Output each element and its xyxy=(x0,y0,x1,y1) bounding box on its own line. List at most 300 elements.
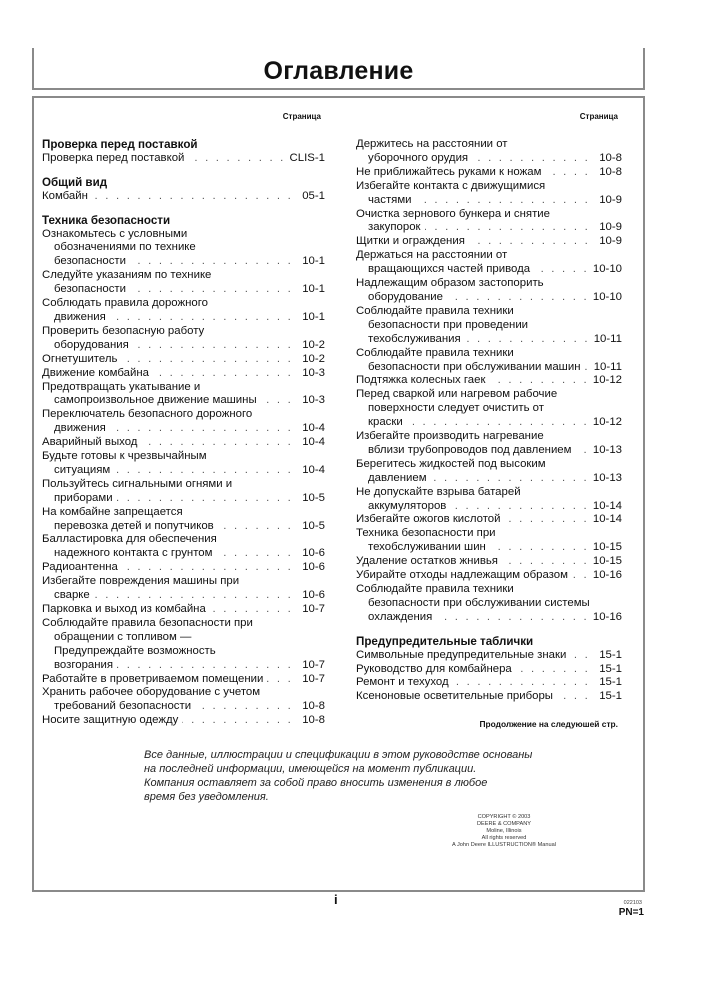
entry-text: аккумуляторов xyxy=(368,499,447,512)
dot-leader xyxy=(425,221,590,235)
entry-row xyxy=(42,255,325,269)
entry-text: техобслуживании шин xyxy=(368,541,486,554)
entry-text: Движение комбайна xyxy=(42,366,149,379)
entry-page: 15-1 xyxy=(599,662,622,675)
entry-page: 10-2 xyxy=(302,338,325,351)
toc-entry[interactable] xyxy=(42,367,325,381)
entry-text: Комбайн xyxy=(42,189,88,202)
entry-row xyxy=(42,478,325,492)
entry-text: Радиоантенна xyxy=(42,561,118,574)
entry-page: 10-11 xyxy=(593,332,622,345)
dot-leader xyxy=(195,700,293,714)
entry-row xyxy=(356,649,622,663)
entry-page: 10-9 xyxy=(599,193,622,206)
entry-page: 10-15 xyxy=(592,555,622,568)
entry-page: 10-9 xyxy=(599,221,622,234)
entry-row xyxy=(356,611,622,625)
entry-text: Избегайте повреждения машины при xyxy=(42,575,240,588)
toc-entry[interactable] xyxy=(356,649,622,663)
entry-row xyxy=(356,347,622,361)
entry-text: Очистка зернового бункера и снятие xyxy=(356,207,550,220)
entry-row xyxy=(42,283,325,297)
entry-text: Удаление остатков жнивья xyxy=(356,555,498,568)
toc-entry[interactable] xyxy=(356,374,622,388)
entry-page: 10-4 xyxy=(302,436,325,449)
entry-row xyxy=(42,339,325,353)
entry-page: 10-8 xyxy=(302,700,325,713)
dot-leader xyxy=(121,353,293,367)
toc-entry[interactable] xyxy=(42,436,325,450)
entry-text: обозначениями по технике xyxy=(54,241,196,254)
toc-entry[interactable] xyxy=(356,235,622,249)
entry-page: 15-1 xyxy=(599,648,622,661)
entry-row xyxy=(42,617,325,631)
entry-page: 15-1 xyxy=(599,676,622,689)
entry-page: 10-8 xyxy=(599,151,622,164)
entry-row xyxy=(356,319,622,333)
entry-page: 10-2 xyxy=(302,352,325,365)
entry-row xyxy=(42,506,325,520)
entry-text: Соблюдайте правила техники xyxy=(356,583,514,595)
entry-page: 10-16 xyxy=(592,610,622,623)
toc-entry[interactable] xyxy=(42,533,325,561)
toc-entry[interactable] xyxy=(356,676,622,690)
entry-row xyxy=(356,583,622,597)
entry-text: Аварийный выход xyxy=(42,436,138,449)
entry-page: 10-7 xyxy=(302,658,325,671)
entry-row xyxy=(356,180,622,194)
toc-entry[interactable] xyxy=(42,450,325,478)
title-box xyxy=(32,48,645,90)
toc-entry[interactable] xyxy=(42,269,325,297)
copyright-line: COPYRIGHT © 2003 xyxy=(477,814,531,820)
copyright-line: A John Deere ILLUSTRUCTION® Manual xyxy=(452,842,556,848)
dot-leader xyxy=(465,333,590,347)
copyright-line: All rights reserved xyxy=(481,835,527,841)
copyright-line: DEERE & COMPANY xyxy=(477,821,531,827)
entry-row xyxy=(42,297,325,311)
entry-row xyxy=(42,422,325,436)
entry-row xyxy=(356,416,622,430)
entry-row xyxy=(356,690,622,704)
contents-box xyxy=(32,96,645,892)
entry-text: Не допускайте взрыва батарей xyxy=(356,485,521,498)
entry-page: 05-1 xyxy=(302,189,325,202)
toc-entry[interactable] xyxy=(356,513,622,527)
entry-text: Щитки и ограждения xyxy=(356,235,465,248)
entry-text: Соблюдайте правила безопасности при xyxy=(42,616,253,629)
entry-row xyxy=(42,533,325,547)
toc-entry[interactable] xyxy=(356,690,622,704)
toc-entry[interactable] xyxy=(42,325,325,353)
entry-row xyxy=(356,430,622,444)
entry-text: Соблюдать правила дорожного xyxy=(42,297,208,310)
toc-entry[interactable] xyxy=(356,583,622,625)
dot-leader xyxy=(261,394,293,408)
entry-text: Избегайте ожогов кислотой xyxy=(356,513,501,526)
entry-page: 10-3 xyxy=(302,394,325,407)
dot-leader xyxy=(447,291,589,305)
entry-text: Пользуйтесь сигнальными огнями и xyxy=(42,477,233,490)
toc-entry[interactable] xyxy=(356,486,622,514)
toc-entry[interactable] xyxy=(356,249,622,277)
entry-text: Предотвращать укатывание и xyxy=(42,380,201,393)
entry-row xyxy=(42,589,325,603)
entry-text: вращающихся частей привода xyxy=(368,263,531,276)
entry-page: 10-7 xyxy=(302,672,325,685)
dot-leader xyxy=(122,561,293,575)
entry-row xyxy=(356,208,622,222)
entry-page: 10-15 xyxy=(592,541,622,554)
entry-row xyxy=(356,513,622,527)
toc-entry[interactable] xyxy=(42,575,325,603)
entry-text: поверхности следует очистить от xyxy=(368,402,544,415)
entry-row xyxy=(356,166,622,180)
page-column-label: Страница xyxy=(282,112,321,121)
entry-page: 10-5 xyxy=(302,519,325,532)
entry-text: движения xyxy=(54,422,106,435)
disclaimer-line: на последней информации, имеющейся на момент публикации. xyxy=(144,763,477,775)
entry-text: Соблюдайте правила техники xyxy=(356,304,514,317)
dot-leader xyxy=(516,663,590,677)
entry-row xyxy=(42,190,325,204)
dot-leader xyxy=(218,520,293,534)
toc-entry[interactable] xyxy=(42,506,325,534)
entry-row xyxy=(356,277,622,291)
entry-row xyxy=(356,194,622,208)
entry-page: 10-13 xyxy=(592,443,622,456)
dot-leader xyxy=(141,436,293,450)
entry-row xyxy=(42,603,325,617)
entry-row xyxy=(356,555,622,569)
entry-text: Хранить рабочее оборудование с учетом xyxy=(42,686,261,699)
entry-text: Перед сваркой или нагревом рабочие xyxy=(356,388,558,401)
entry-row xyxy=(42,659,325,673)
dot-leader xyxy=(534,263,589,277)
disclaimer-line: Компания оставляет за собой право вносить изменения в любое xyxy=(144,777,488,789)
toc-entry[interactable] xyxy=(356,208,622,236)
entry-page: 10-16 xyxy=(592,569,622,582)
entry-row xyxy=(356,138,622,152)
entry-text: Символьные предупредительные знаки xyxy=(356,648,567,661)
entry-page: 10-12 xyxy=(592,416,622,429)
copyright-notice xyxy=(429,814,579,849)
left-column xyxy=(42,110,325,728)
entry-text: Работайте в проветриваемом помещении xyxy=(42,672,264,685)
entry-row xyxy=(356,402,622,416)
entry-text: Убирайте отходы надлежащим образом xyxy=(356,569,568,582)
entry-page: 10-10 xyxy=(592,263,622,276)
entry-row xyxy=(356,305,622,319)
entry-row xyxy=(356,444,622,458)
toc-entry[interactable] xyxy=(356,277,622,305)
entry-row xyxy=(356,152,622,166)
entry-text: Соблюдайте правила техники xyxy=(356,346,514,359)
entry-text: сварке xyxy=(54,589,90,602)
dot-leader xyxy=(450,500,588,514)
dot-leader xyxy=(216,547,293,561)
entry-page: 10-6 xyxy=(302,547,325,560)
toc-entry[interactable] xyxy=(356,180,622,208)
entry-row xyxy=(42,547,325,561)
entry-row xyxy=(42,450,325,464)
entry-text: частями xyxy=(368,193,412,206)
toc-entry[interactable] xyxy=(42,408,325,436)
dot-leader xyxy=(416,194,590,208)
entry-text: Держитесь на расстоянии от xyxy=(356,138,508,150)
entry-row xyxy=(356,472,622,486)
entry-page: 10-5 xyxy=(302,491,325,504)
entry-row xyxy=(356,388,622,402)
dot-leader xyxy=(472,152,590,166)
entry-row xyxy=(356,569,622,583)
dot-leader xyxy=(436,611,589,625)
entry-row xyxy=(356,249,622,263)
entry-text: охлаждения xyxy=(368,610,433,623)
entry-text: ситуациям xyxy=(54,463,111,476)
dot-leader xyxy=(133,339,293,353)
entry-page: CLIS-1 xyxy=(289,151,325,164)
disclaimer xyxy=(144,748,564,804)
entry-text: На комбайне запрещается xyxy=(42,505,183,518)
dot-leader xyxy=(188,152,285,166)
dot-leader xyxy=(545,166,590,180)
entry-row xyxy=(42,353,325,367)
entry-row xyxy=(42,269,325,283)
disclaimer-line: время без уведомления. xyxy=(144,791,269,803)
toc-entry[interactable] xyxy=(42,561,325,575)
toc-entry[interactable] xyxy=(42,353,325,367)
entry-page: 10-7 xyxy=(302,603,325,615)
section-title: Общий вид xyxy=(42,175,108,189)
toc-entry[interactable] xyxy=(356,388,622,430)
entry-page: 10-11 xyxy=(593,360,622,373)
entry-row xyxy=(356,374,622,388)
entry-row xyxy=(42,325,325,339)
entry-page: 10-14 xyxy=(592,513,622,526)
entry-text: Техника безопасности при xyxy=(356,527,496,540)
entry-page: 10-10 xyxy=(592,290,622,303)
dot-leader xyxy=(572,569,589,583)
entry-text: Подтяжка колесных гаек xyxy=(356,374,486,387)
entry-row xyxy=(356,221,622,235)
entry-text: Ксеноновые осветительные приборы xyxy=(356,690,553,703)
entry-text: приборами xyxy=(54,491,113,504)
right-column xyxy=(356,110,622,732)
entry-page: 10-6 xyxy=(302,589,325,602)
entry-text: Избегайте производить нагревание xyxy=(356,430,544,443)
entry-text: вблизи трубопроводов под давлением xyxy=(368,443,572,456)
dot-leader xyxy=(557,690,590,704)
entry-text: давлением xyxy=(368,471,427,484)
page-title: Оглавление xyxy=(263,57,414,85)
entry-text: перевозка детей и попутчиков xyxy=(54,519,214,532)
dot-leader xyxy=(584,361,589,375)
entry-text: Проверка перед поставкой xyxy=(42,151,185,164)
toc-entry[interactable] xyxy=(42,297,325,325)
entry-row xyxy=(356,676,622,690)
entry-text: Носите защитную одежду xyxy=(42,714,179,727)
section-title: Предупредительные таблички xyxy=(356,634,534,648)
toc-entry[interactable] xyxy=(42,228,325,270)
entry-row xyxy=(42,394,325,408)
entry-row xyxy=(356,333,622,347)
dot-leader xyxy=(130,283,293,297)
entry-row xyxy=(356,663,622,677)
toc-entry[interactable] xyxy=(42,617,325,673)
entry-text: краски xyxy=(368,416,403,429)
dot-leader xyxy=(267,673,293,687)
toc-entry[interactable] xyxy=(356,458,622,486)
entry-page: 10-4 xyxy=(302,463,325,476)
entry-page: 10-14 xyxy=(592,499,622,512)
toc-entry[interactable] xyxy=(42,152,325,166)
entry-row xyxy=(356,541,622,555)
entry-row xyxy=(42,436,325,450)
entry-text: безопасности xyxy=(54,255,127,268)
page-number: i xyxy=(334,892,338,907)
entry-text: Не приближайтесь руками к ножам xyxy=(356,165,542,178)
toc-entry[interactable] xyxy=(356,569,622,583)
dot-leader xyxy=(431,472,589,486)
entry-row xyxy=(42,464,325,478)
entry-row xyxy=(42,241,325,255)
dot-leader xyxy=(110,422,293,436)
toc-entry[interactable] xyxy=(42,381,325,409)
entry-page: 10-4 xyxy=(302,422,325,435)
entry-text: Огнетушитель xyxy=(42,352,118,365)
toc-entry[interactable] xyxy=(42,673,325,687)
entry-text: Балластировка для обеспечения xyxy=(42,533,217,546)
entry-row xyxy=(42,408,325,422)
entry-page: 10-8 xyxy=(599,165,622,178)
entry-row xyxy=(42,561,325,575)
dot-leader xyxy=(489,374,588,388)
entry-row xyxy=(42,686,325,700)
entry-text: оборудования xyxy=(54,338,129,351)
entry-page: 10-8 xyxy=(302,714,325,727)
dot-leader xyxy=(210,603,293,617)
entry-row xyxy=(356,361,622,375)
entry-row xyxy=(356,527,622,541)
toc-entry[interactable] xyxy=(356,527,622,555)
toc-entry[interactable] xyxy=(356,138,622,166)
dot-leader xyxy=(505,513,589,527)
entry-text: Переключатель безопасного дорожного xyxy=(42,408,253,421)
entry-text: Следуйте указаниям по технике xyxy=(42,269,212,282)
entry-row xyxy=(42,631,325,645)
entry-row xyxy=(356,291,622,305)
entry-row xyxy=(42,152,325,166)
toc-entry[interactable] xyxy=(42,603,325,617)
sections xyxy=(42,138,325,728)
disclaimer-line: Все данные, иллюстрации и спецификации в этом руководстве основаны xyxy=(144,749,533,761)
entry-text: Будьте готовы к чрезвычайным xyxy=(42,450,207,463)
toc-entry[interactable] xyxy=(356,305,622,347)
pn-label: PN=1 xyxy=(618,907,644,918)
toc-entry[interactable] xyxy=(356,166,622,180)
entry-text: самопроизвольное движение машины xyxy=(54,394,257,407)
entry-row xyxy=(42,228,325,242)
dot-leader xyxy=(469,235,590,249)
entry-row xyxy=(42,367,325,381)
entry-page: 10-6 xyxy=(302,561,325,574)
entry-row xyxy=(42,381,325,395)
entry-page: 10-12 xyxy=(592,374,622,387)
dot-leader xyxy=(94,589,293,603)
entry-text: надежного контакта с грунтом xyxy=(54,547,213,560)
entry-text: безопасности при обслуживании системы xyxy=(368,596,590,609)
entry-text: Берегитесь жидкостей под высоким xyxy=(356,457,546,470)
toc-entry[interactable] xyxy=(356,663,622,677)
entry-row xyxy=(42,492,325,506)
entry-text: Надлежащим образом застопорить xyxy=(356,277,544,290)
toc-entry[interactable] xyxy=(356,347,622,375)
entry-text: движения xyxy=(54,310,106,323)
dot-leader xyxy=(502,555,589,569)
toc-entry[interactable] xyxy=(42,686,325,714)
dot-leader xyxy=(490,541,589,555)
entry-page: 10-1 xyxy=(302,283,325,296)
toc-entry[interactable] xyxy=(356,430,622,458)
entry-text: оборудование xyxy=(368,290,443,303)
entry-row xyxy=(356,486,622,500)
entry-text: Руководство для комбайнера xyxy=(356,662,512,675)
entry-text: возгорания xyxy=(54,658,114,671)
entry-page: 10-13 xyxy=(592,471,622,484)
dot-leader xyxy=(153,367,293,381)
entry-row xyxy=(42,645,325,659)
entry-row xyxy=(42,575,325,589)
entry-text: Проверить безопасную работу xyxy=(42,324,205,337)
toc-entry[interactable] xyxy=(42,190,325,204)
sections xyxy=(356,138,622,704)
entry-row xyxy=(42,673,325,687)
entry-text: Предупреждайте возможность xyxy=(54,644,216,657)
entry-row xyxy=(42,714,325,728)
doc-code: 022103 xyxy=(623,900,642,906)
entry-text: Ремонт и техуход xyxy=(356,676,449,689)
entry-page: 10-1 xyxy=(302,310,325,323)
copyright-line: Moline, Illinois xyxy=(486,828,522,834)
dot-leader xyxy=(453,676,590,690)
entry-row xyxy=(356,235,622,249)
dot-leader xyxy=(92,190,293,204)
entry-text: Ознакомьтесь с условными xyxy=(42,227,188,240)
toc-entry[interactable] xyxy=(42,714,325,728)
toc-entry[interactable] xyxy=(356,555,622,569)
section-gap xyxy=(356,625,622,635)
entry-page: 10-1 xyxy=(302,255,325,268)
entry-row xyxy=(356,597,622,611)
entry-text: безопасности при обслуживании машин xyxy=(368,360,581,373)
dot-leader xyxy=(114,464,293,478)
entry-text: обращении с топливом — xyxy=(54,630,192,643)
section-gap xyxy=(42,204,325,214)
entry-text: закупорок xyxy=(368,221,421,234)
dot-leader xyxy=(182,714,293,728)
entry-text: Избегайте контакта с движущимися xyxy=(356,179,546,192)
entry-text: Держаться на расстоянии от xyxy=(356,249,508,262)
toc-entry[interactable] xyxy=(42,478,325,506)
dot-leader xyxy=(117,659,293,673)
dot-leader xyxy=(575,444,588,458)
entry-text: уборочного орудия xyxy=(368,151,469,164)
entry-row xyxy=(42,700,325,714)
continued-note: Продолжение на следуюшей стр. xyxy=(479,719,618,730)
entry-row xyxy=(42,520,325,534)
section-title: Техника безопасности xyxy=(42,213,171,227)
